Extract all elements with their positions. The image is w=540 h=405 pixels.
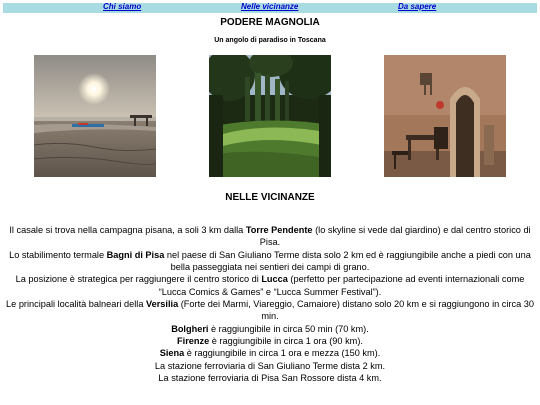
top-navigation-bar (3, 3, 537, 13)
highlighted-place: Lucca (261, 274, 288, 285)
nearby-description (2, 224, 538, 384)
description-paragraph (2, 249, 538, 274)
paragraph-text: nel paese di San Giuliano Terme dista solo 2 km ed è raggiungibile anche a piedi con una bella passeggiata nei sentieri dei campi di grano. (164, 249, 531, 273)
section-title: NELLE VICINANZE (225, 192, 315, 203)
paragraph-text: (Forte dei Marmi, Viareggio, Camaiore) distano solo 20 km e si raggiungono in circa 30 min. (178, 299, 534, 322)
paragraph-text: è raggiungibile in circa 1 ora (90 km). (209, 336, 363, 347)
page-title: PODERE MAGNOLIA (220, 17, 320, 28)
farmhouse-door-photo[interactable] (384, 55, 506, 177)
highlighted-place: Bolgheri (171, 323, 209, 334)
garden-trees-photo[interactable] (209, 55, 331, 177)
description-paragraph (2, 273, 538, 298)
nav-link-chi-siamo[interactable]: Chi siamo (103, 2, 142, 11)
highlighted-place: Siena (159, 348, 185, 359)
description-paragraph (2, 224, 538, 249)
paragraph-text: è raggiungibile in circa 50 min (70 km). (208, 323, 369, 334)
paragraph-text: Lo stabilimento termale (9, 249, 107, 260)
nav-link-da-sapere[interactable]: Da sapere (398, 2, 437, 11)
highlighted-place: Bagni di Pisa (106, 249, 165, 260)
description-paragraph (2, 360, 538, 372)
paragraph-text: La posizione è strategica per raggiungere il centro storico di (15, 274, 262, 285)
nav-link-nelle-vicinanze[interactable]: Nelle vicinanze (241, 2, 299, 11)
highlighted-place: Firenze (177, 336, 210, 347)
paragraph-text: La stazione ferroviaria di Pisa San Rossore dista 4 km. (158, 373, 382, 384)
paragraph-text: Il casale si trova nella campagna pisana, a soli 3 km dalla (9, 225, 246, 235)
paragraph-text: (perfetto per partecipazione ad eventi internazionali come “Lucca Comics & Games” e “Lucca Summer Festival”). (158, 274, 525, 297)
paragraph-text: La stazione ferroviaria di San Giuliano Terme dista 2 km. (154, 360, 386, 371)
description-paragraph (2, 372, 538, 384)
paragraph-text: Le principali località balneari della (6, 299, 146, 310)
description-paragraph (2, 323, 538, 335)
paragraph-text: (lo skyline si vede dal giardino) e dal centro storico di Pisa. (259, 225, 531, 248)
highlighted-place: Versilia (146, 299, 179, 310)
paragraph-text: è raggiungibile in circa 1 ora e mezza (150 km). (184, 348, 381, 359)
description-paragraph (2, 298, 538, 323)
highlighted-place: Torre Pendente (245, 225, 313, 235)
description-paragraph (2, 347, 538, 359)
description-paragraph (2, 335, 538, 347)
beach-sunset-photo[interactable] (34, 55, 156, 177)
page-subtitle: Un angolo di paradiso in Toscana (214, 37, 326, 44)
